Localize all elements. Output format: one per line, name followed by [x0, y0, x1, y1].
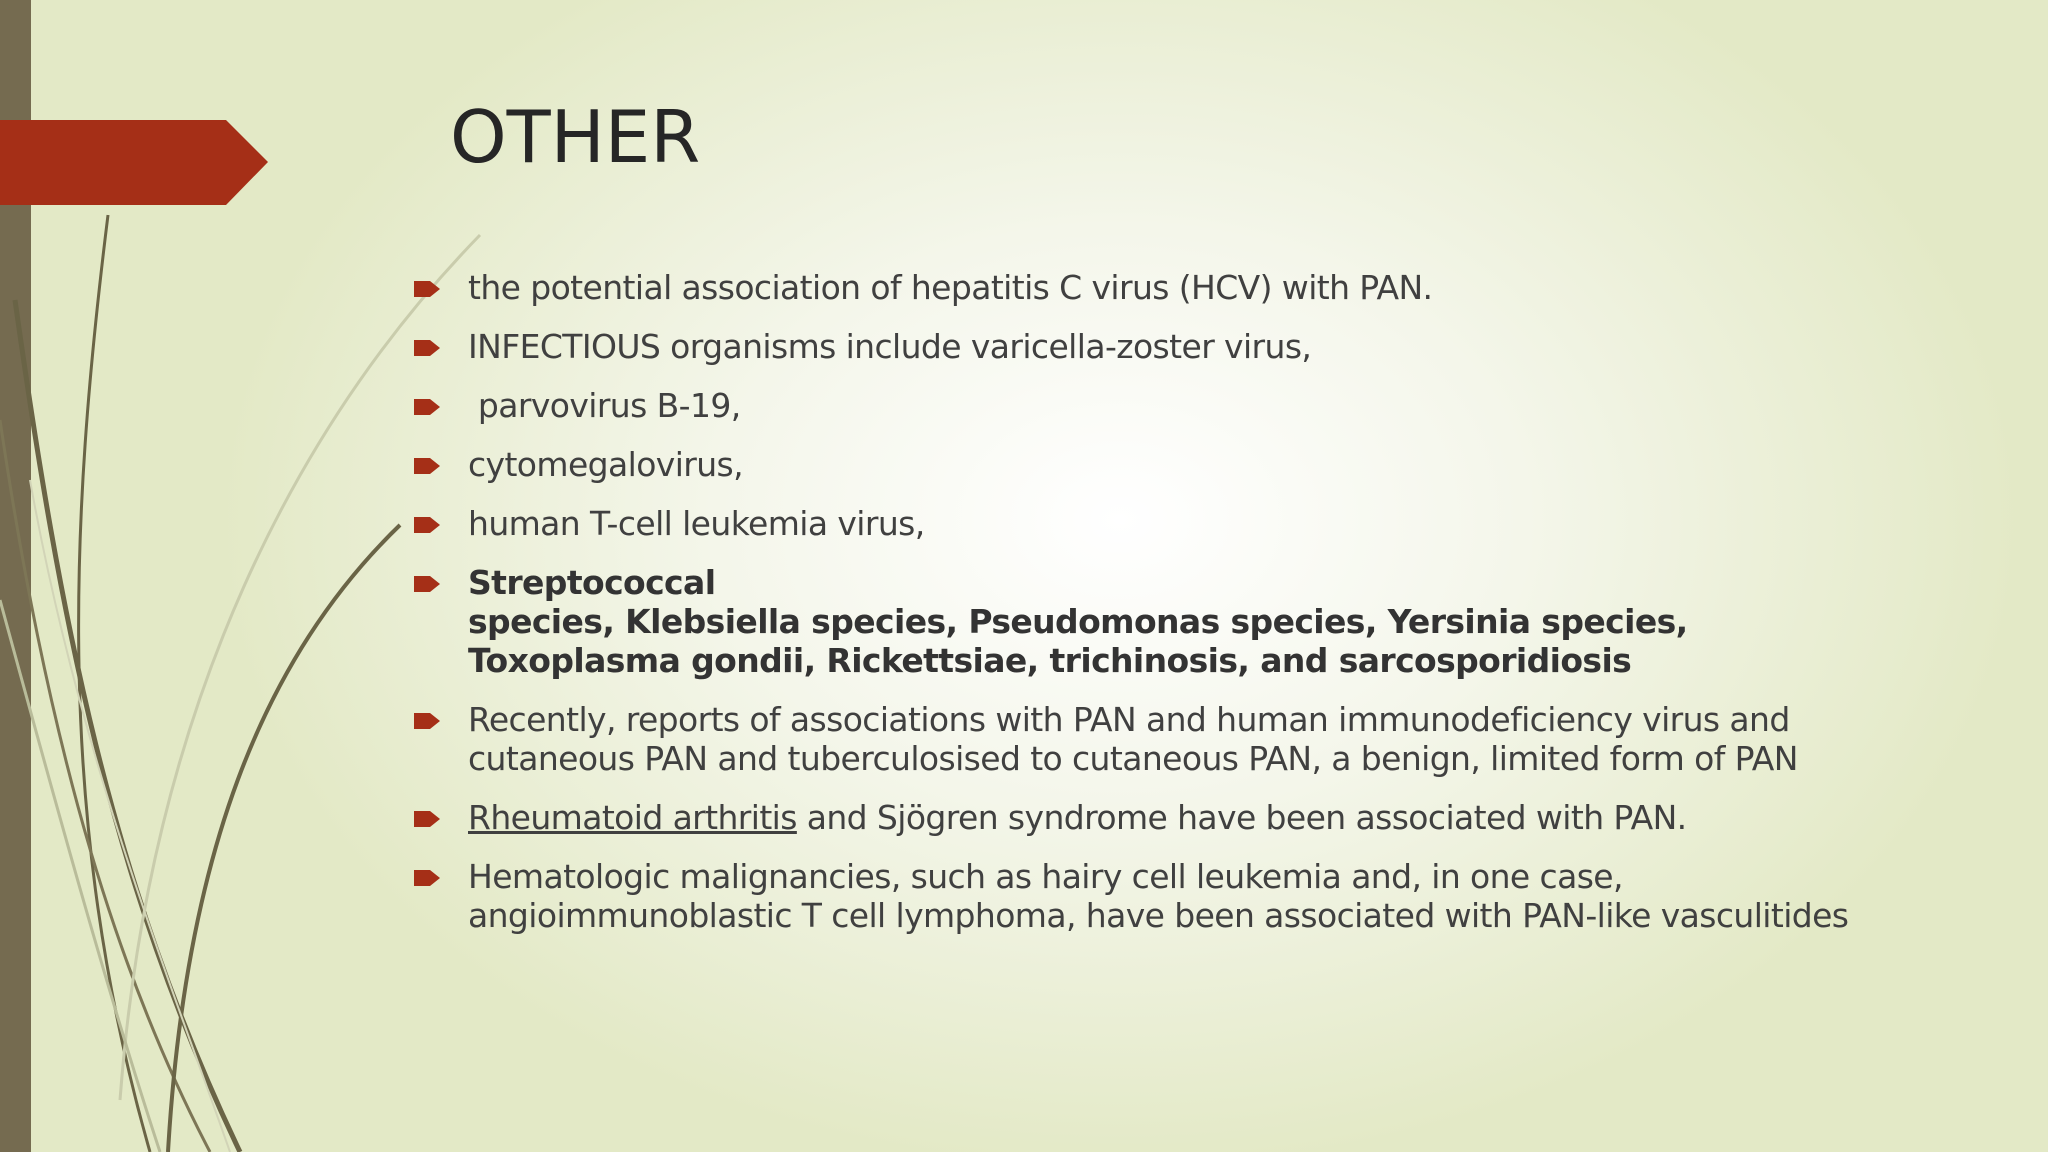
bullet-text: the potential association of hepatitis C virus (HCV) with PAN. [468, 268, 1433, 307]
arrow-bullet-icon [414, 281, 440, 297]
bullet-hcv [410, 268, 1850, 307]
slide-title: OTHER [450, 95, 701, 179]
title-accent-arrow [0, 120, 268, 205]
bullet-text: cytomegalovirus, [468, 445, 744, 484]
grass-blade-4 [168, 525, 400, 1152]
bullet-parvovirus [410, 386, 1850, 425]
bullet-text: Hematologic malignancies, such as hairy cell leukemia and, in one case, angioimmunoblastic T cell lymphoma, have been associated with PAN-like vasculitides [468, 857, 1849, 935]
bullet-text-line1: Streptococcal [468, 563, 716, 602]
arrow-bullet-icon [414, 399, 440, 415]
bullet-list [410, 268, 1850, 955]
arrow-bullet-icon [414, 713, 440, 729]
arrow-bullet-icon [414, 576, 440, 592]
arrow-bullet-icon [414, 340, 440, 356]
bullet-text: INFECTIOUS organisms include varicella-zoster virus, [468, 327, 1312, 366]
bullet-text: Recently, reports of associations with PAN and human immunodeficiency virus and cutaneous PAN and tuberculosised to cutaneous PAN, a benign, limited form of PAN [468, 700, 1798, 778]
bullet-hiv [410, 700, 1850, 778]
bullet-text-line2: species, Klebsiella species, Pseudomonas species, Yersinia species, Toxoplasma gondii, Rickettsiae, trichinosis, and sarcosporidiosis [468, 602, 1688, 680]
bullet-text: human T-cell leukemia virus, [468, 504, 925, 543]
bullet-htlv [410, 504, 1850, 543]
rheumatoid-arthritis-link[interactable]: Rheumatoid arthritis [468, 798, 797, 837]
bullet-rheumatoid [410, 798, 1850, 837]
bullet-hematologic [410, 857, 1850, 935]
bullet-text: and Sjögren syndrome have been associated with PAN. [796, 798, 1687, 837]
bullet-infectious [410, 327, 1850, 366]
grass-blade-1 [79, 215, 150, 1152]
bullet-text: parvovirus B-19, [468, 386, 741, 425]
bullet-bacterial-species [410, 563, 1850, 680]
arrow-bullet-icon [414, 458, 440, 474]
arrow-bullet-icon [414, 517, 440, 533]
bullet-cytomegalovirus [410, 445, 1850, 484]
arrow-bullet-icon [414, 811, 440, 827]
arrow-bullet-icon [414, 870, 440, 886]
